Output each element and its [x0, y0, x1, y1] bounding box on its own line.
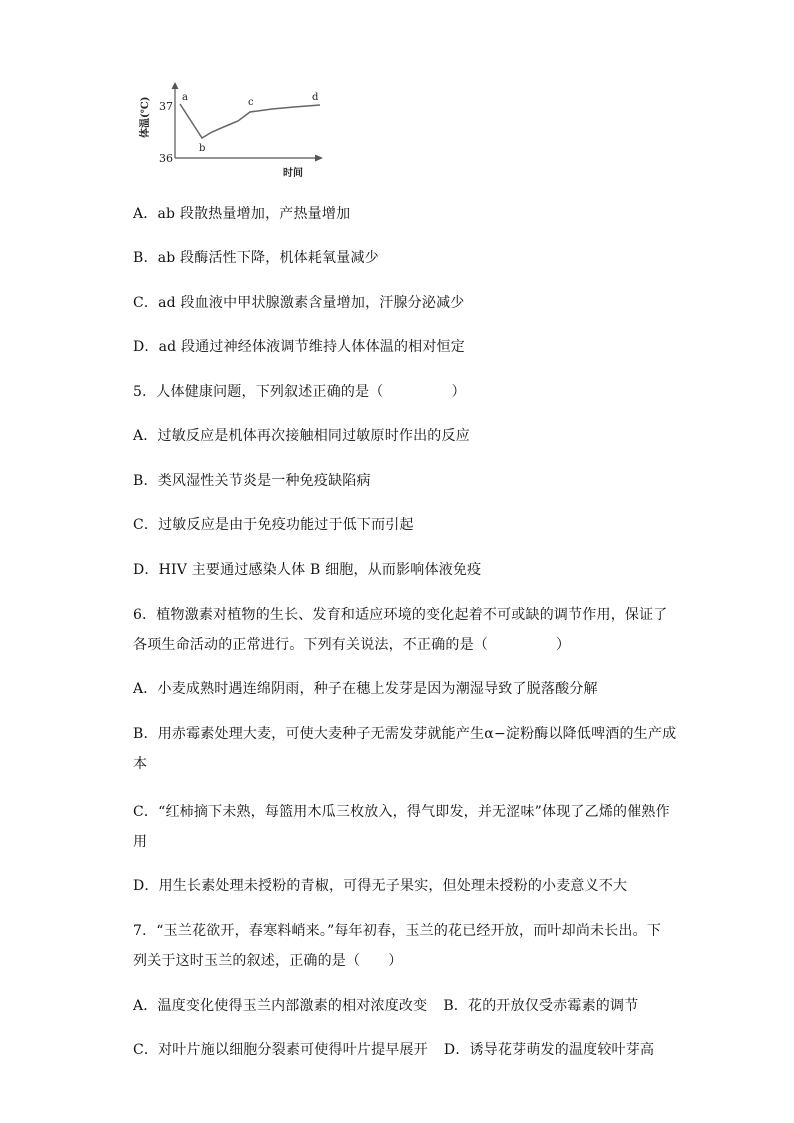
q7-options-row1 [133, 996, 638, 1016]
q5-option-c: C．过敏反应是由于免疫功能过于低下而引起 [133, 517, 414, 533]
q5-option-d: D．HIV 主要通过感染人体 B 细胞，从而影响体液免疫 [133, 562, 482, 578]
q6-option-c-line2: 用 [133, 834, 148, 850]
q6-option-b-line1: B．用赤霉素处理大麦，可使大麦种子无需发芽就能产生α−淀粉酶以降低啤酒的生产成 [133, 726, 677, 742]
q4-option-d: D．ad 段通过神经体液调节维持人体体温的相对恒定 [133, 339, 465, 355]
y-axis-arrow [172, 82, 179, 89]
q6-stem-line2 [133, 635, 570, 655]
q5-stem [133, 382, 466, 402]
q7-option-a: A．温度变化使得玉兰内部激素的相对浓度改变 [133, 998, 428, 1014]
q7-option-c: C．对叶片施以细胞分裂素可使得叶片提早展开 [133, 1042, 428, 1058]
q6-stem-close: ） [556, 637, 571, 653]
q6-stem-text: 各项生命活动的正常进行。下列有关说法，不正确的是（ [133, 637, 488, 653]
x-axis-arrow [315, 155, 323, 162]
q7-options-row2 [133, 1040, 654, 1060]
y-tick-36: 36 [159, 152, 173, 165]
q4-option-b: B．ab 段酶活性下降，机体耗氧量减少 [133, 250, 379, 266]
q5-option-b: B．类风湿性关节炎是一种免疫缺陷病 [133, 473, 371, 489]
q7-option-b: B．花的开放仅受赤霉素的调节 [443, 998, 639, 1014]
q7-stem-line1: 7．“玉兰花欲开，春寒料峭来。”每年初春，玉兰的花已经开放，而叶却尚未长出。下 [133, 923, 662, 939]
q6-option-b-line2: 本 [133, 756, 148, 772]
q6-option-a: A．小麦成熟时遇连绵阴雨，种子在穗上发芽是因为潮湿导致了脱落酸分解 [133, 681, 598, 697]
point-label-a: a [182, 92, 188, 103]
y-tick-37: 37 [159, 100, 173, 113]
q7-stem-close: ） [388, 953, 403, 969]
point-label-c: c [248, 97, 254, 108]
q7-option-d: D．诱导花芽萌发的温度较叶芽高 [443, 1042, 655, 1058]
q7-stem-line2 [133, 951, 402, 971]
q6-stem-line1: 6．植物激素对植物的生长、发育和适应环境的变化起着不可或缺的调节作用，保证了 [133, 607, 668, 623]
y-axis-label: 体温(℃) [140, 96, 151, 138]
q5-stem-close: ） [451, 384, 466, 400]
q6-option-d: D．用生长素处理未授粉的青椒，可得无子果实，但处理未授粉的小麦意义不大 [133, 878, 628, 894]
q7-stem-text: 列关于这时玉兰的叙述，正确的是（ [133, 953, 361, 969]
body-temperature-figure [140, 80, 340, 185]
q4-option-a: A．ab 段散热量增加，产热量增加 [133, 206, 351, 222]
point-label-d: d [312, 92, 319, 103]
point-label-b: b [199, 143, 206, 154]
q6-option-c-line1: C．“红柿摘下未熟，每篮用木瓜三枚放入，得气即发，并无涩味”体现了乙烯的催熟作 [133, 804, 670, 820]
q4-option-c: C．ad 段血液中甲状腺激素含量增加，汗腺分泌减少 [133, 295, 465, 311]
x-axis-label: 时间 [283, 168, 303, 179]
q5-stem-text: 5．人体健康问题，下列叙述正确的是（ [133, 384, 384, 400]
temperature-curve [180, 104, 320, 138]
q5-option-a: A．过敏反应是机体再次接触相同过敏原时作出的反应 [133, 428, 470, 444]
